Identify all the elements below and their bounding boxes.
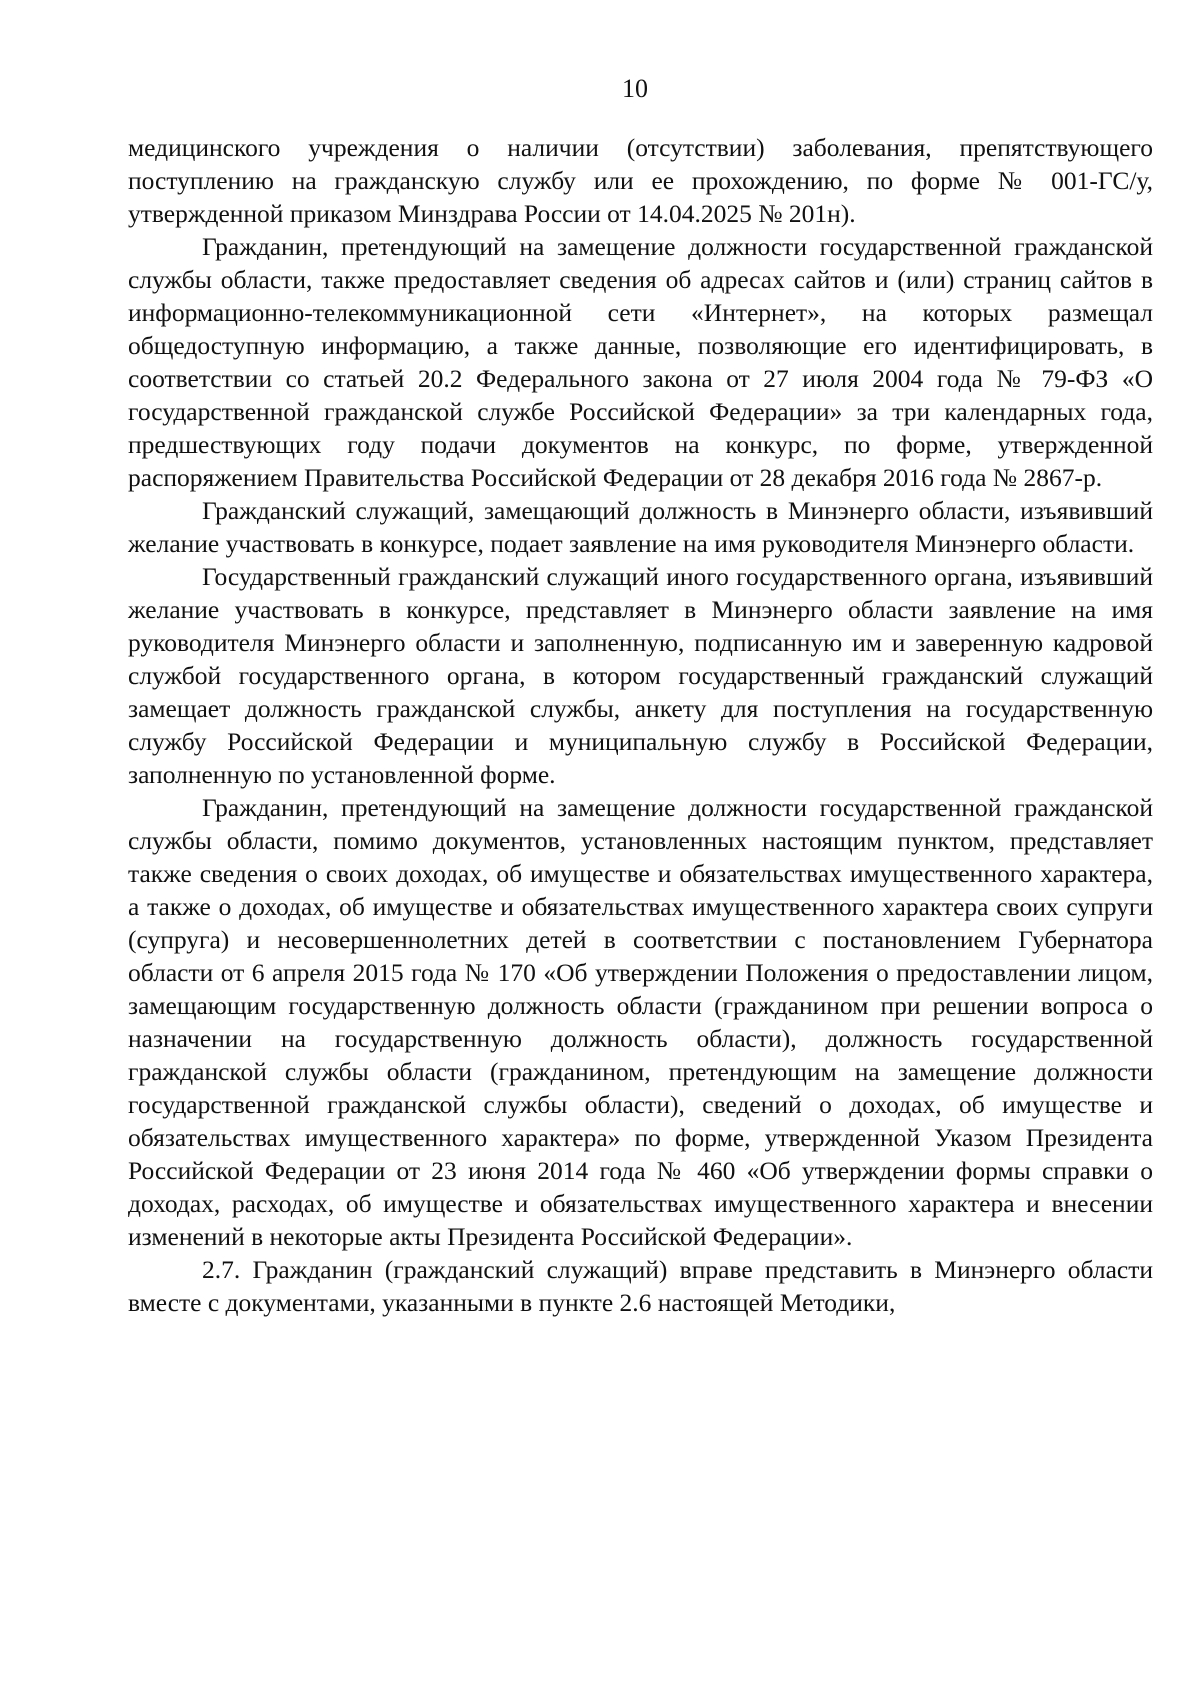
document-body (128, 131, 1153, 1319)
paragraph-other-agency-servant: Государственный гражданский служащий иного государственного органа, изъявивший желание участвовать в конкурсе, представляет в Минэнерго области заявление на имя руководителя Минэнерго области и заполненную, подписанную им и заверенную кадровой службой государственного органа, в котором государственный гражданский служащий замещает должность гражданской службы, анкету для поступления на государственную службу Российской Федерации и муниципальную службу в Российской Федерации, заполненную по установленной форме. (128, 562, 1153, 789)
paragraph-civil-servant-application: Гражданский служащий, замещающий должность в Минэнерго области, изъявивший желание участвовать в конкурсе, подает заявление на имя руководителя Минэнерго области. (128, 496, 1153, 558)
paragraph-continuation: медицинского учреждения о наличии (отсутствии) заболевания, препятствующего поступлению на гражданскую службу или ее прохождению, по форме № 001-ГС/у, утвержденной приказом Минздрава России от 14.04.2025 № 201н). (128, 133, 1153, 228)
paragraph-section-2-7: 2.7. Гражданин (гражданский служащий) вправе представить в Минэнерго области вместе с документами, указанными в пункте 2.6 настоящей Методики, (128, 1255, 1153, 1317)
paragraph-internet-info: Гражданин, претендующий на замещение должности государственной гражданской службы области, также предоставляет сведения об адресах сайтов и (или) страниц сайтов в информационно-телекоммуникационной сети «Интернет», на которых размещал общедоступную информацию, а также данные, позволяющие его идентифицировать, в соответствии со статьей 20.2 Федерального закона от 27 июля 2004 года № 79-ФЗ «О государственной гражданской службе Российской Федерации» за три календарных года, предшествующих году подачи документов на конкурс, по форме, утвержденной распоряжением Правительства Российской Федерации от 28 декабря 2016 года № 2867-р. (128, 232, 1153, 492)
page-number: 10 (622, 74, 648, 103)
paragraph-income-declaration: Гражданин, претендующий на замещение должности государственной гражданской службы области, помимо документов, установленных настоящим пунктом, представляет также сведения о своих доходах, об имуществе и обязательствах имущественного характера, а также о доходах, об имуществе и обязательствах имущественного характера своих супруги (супруга) и несовершеннолетних детей в соответствии с постановлением Губернатора области от 6 апреля 2015 года № 170 «Об утверждении Положения о предоставлении лицом, замещающим государственную должность области (гражданином при решении вопроса о назначении на государственную должность области), должность государственной гражданской службы области (гражданином, претендующим на замещение должности государственной гражданской службы области), сведений о доходах, об имуществе и обязательствах имущественного характера» по форме, утвержденной Указом Президента Российской Федерации от 23 июня 2014 года № 460 «Об утверждении формы справки о доходах, расходах, об имуществе и обязательствах имущественного характера и внесении изменений в некоторые акты Президента Российской Федерации». (128, 793, 1153, 1251)
